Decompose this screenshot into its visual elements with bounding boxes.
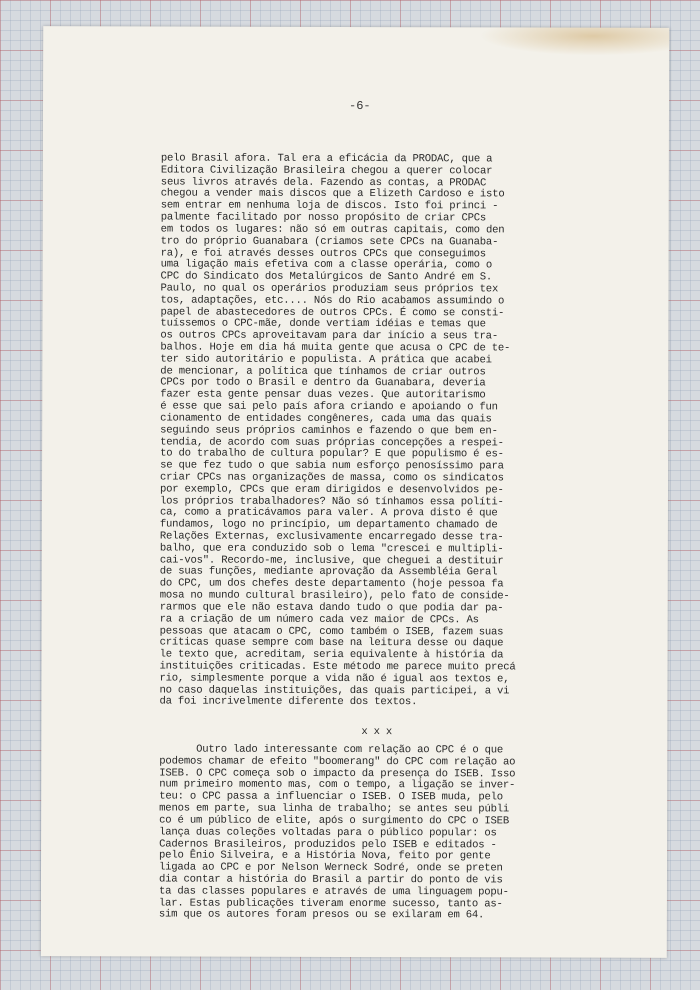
text-line: Editora Civilização Brasileira chegou a querer colocar: [160, 164, 493, 178]
text-line: do CPC, um dos chefes deste departamento (hoje pessoa fa: [159, 577, 504, 591]
typed-page: [41, 26, 669, 958]
text-line: ra), e foi através desses outros CPCs que conseguimos: [160, 246, 486, 260]
text-line: uma ligação mais efetiva com a classe operária, como o: [160, 258, 493, 272]
text-line: os outros CPCs aproveitavam para dar início a seus tra-: [160, 329, 498, 343]
text-line: Relações Externas, exclusivamente encarregado desse tra-: [159, 530, 504, 544]
text-line: num primeiro momento mas, com o tempo, a ligação se inver-: [159, 778, 516, 792]
text-line: instituições criticadas. Este método me parece muito precá: [159, 660, 516, 674]
text-line: CPC do Sindicato dos Metalúrgicos de Santo André em S.: [160, 270, 492, 284]
text-line: Outro lado interessante com relação ao CPC é o que: [159, 743, 504, 757]
text-line: é esse que sai pelo país afora criando e apoiando o fun: [160, 400, 498, 414]
text-line: por exemplo, CPCs que eram dirigidos e desenvolvidos pe-: [159, 483, 504, 497]
text-line: cionamento de entidades congêneres, cada uma das quais: [160, 412, 492, 426]
text-line: co é um público de elite, após o surgimento do CPC o ISEB: [159, 814, 509, 828]
text-line: CPCs por todo o Brasil e dentro da Guanabara, deveria: [160, 376, 486, 390]
text-line: balho, que era conduzido sob o lema "crescei e multipli-: [159, 542, 504, 556]
text-line: teu: o CPC passa a influenciar o ISEB. O ISEB muda, pelo: [159, 790, 503, 804]
text-line: palmente facilitado por nosso propósito de criar CPCs: [160, 211, 487, 225]
text-line: tos, adaptações, etc.... Nós do Rio acabamos assumindo o: [160, 294, 505, 308]
text-line: le texto que, acreditam, seria equivalente à história da: [159, 648, 504, 662]
text-line: ra a criação de um número cada vez maior de CPCs. As: [159, 613, 479, 627]
text-line: fazer esta gente pensar duas vezes. Que autoritarismo: [160, 388, 486, 402]
text-line: pelo Ênio Silveira, e a História Nova, feito por gente: [159, 849, 491, 863]
paragraph-1: [159, 153, 620, 709]
text-line: lar. Estas publicações tiveram enorme sucesso, tanto as-: [158, 897, 503, 910]
text-line: los próprios trabalhadores? Não só tínhamos essa políti-: [159, 495, 504, 508]
text-line: menos em parte, sua linha de trabalho; se antes seu públi: [159, 802, 510, 816]
text-line: chegou a vender mais discos que a Elizeth Cardoso e isto: [160, 187, 505, 201]
text-line: papel de abastecedores de outros CPCs. É como se consti-: [160, 306, 505, 319]
text-line: rarmos que ele não estava dando tudo o que podia dar pa-: [159, 601, 504, 615]
text-line: podemos chamar de efeito "boomerang" do CPC com relação ao: [159, 755, 516, 769]
text-line: lança duas coleções voltadas para o público popular: os: [159, 826, 497, 840]
text-line: se que fez tudo o que sabia num esforço penosíssimo para: [160, 459, 504, 473]
text-line: de suas funções, mediante aprovação da Assembléia Geral: [159, 565, 498, 579]
text-line: dia contar a história do Brasil a partir do ponto de vis: [158, 873, 503, 887]
text-line: Cadernos Brasileiros, produzidos pelo ISEB e editados -: [159, 837, 497, 851]
text-line: no caso daquelas instituições, das quais participei, a vi: [159, 684, 510, 697]
text-line: balhos. Hoje em dia há muita gente que acusa o CPC de te-: [160, 341, 511, 355]
text-line: tro do próprio Guanabara (criamos sete CPCs na Guanaba-: [160, 235, 499, 249]
text-line: sim que os autores foram presos ou se exilaram em 64.: [158, 908, 485, 922]
separator-text: x x x: [361, 726, 393, 739]
text-line: to do trabalho de cultura popular? E que populismo é es-: [160, 447, 504, 461]
text-line: seus livros através dela. Fazendo as contas, a PRODAC: [160, 176, 487, 189]
text-line: Paulo, no qual os operários produziam seus próprios tex: [160, 282, 499, 296]
paper-stain: [479, 27, 669, 55]
text-line: criar CPCs nas organizações de massa, como os sindicatos: [160, 471, 504, 485]
paragraph-2: [159, 744, 619, 922]
text-line: sem entrar em nenhuma loja de discos. Isto foi princi -: [160, 199, 499, 213]
text-line: da foi incrivelmente diferente dos textos.: [159, 695, 418, 709]
text-line: cai-vos". Recordo-me, inclusive, que cheguei a destituir: [159, 554, 504, 568]
text-line: críticas quase sempre com base na leitura desse ou daque: [159, 636, 504, 650]
text-line: rio, simplesmente porque a vida não é igual aos textos e,: [159, 672, 510, 686]
text-line: tuíssemos o CPC-mãe, donde vertiam idéias e temas que: [160, 317, 486, 331]
text-line: seguindo seus próprios caminhos e fazendo o que bem en-: [160, 424, 498, 438]
text-line: de mencionar, a política que tínhamos de criar outros: [160, 365, 486, 378]
text-line: ta das classes populares e através de uma linguagem popu-: [158, 885, 509, 899]
text-line: em todos os lugares: não só em outras capitais, como den: [160, 223, 505, 237]
text-line: ter sido autoritário e populista. A prática que acabei: [160, 353, 492, 367]
text-line: mosa no mundo cultural brasileiro), pelo fato de conside-: [159, 589, 510, 603]
section-separator: [361, 727, 700, 740]
text-line: pessoas que atacam o CPC, como também o ISEB, fazem suas: [159, 624, 504, 638]
text-line: ca, como a praticávamos para valer. A prova disto é que: [159, 506, 498, 520]
text-line: fundamos, logo no princípio, um departamento chamado de: [159, 518, 498, 532]
text-line: pelo Brasil afora. Tal era a eficácia da PRODAC, que a: [160, 152, 493, 166]
text-line: ISEB. O CPC começa sob o impacto da presença do ISEB. Isso: [159, 767, 516, 781]
text-line: ligada ao CPC e por Nelson Werneck Sodré, onde se preten: [159, 861, 503, 875]
page-number: -6-: [348, 98, 371, 114]
text-line: tendia, de acordo com suas próprias concepções a respei-: [160, 435, 504, 449]
